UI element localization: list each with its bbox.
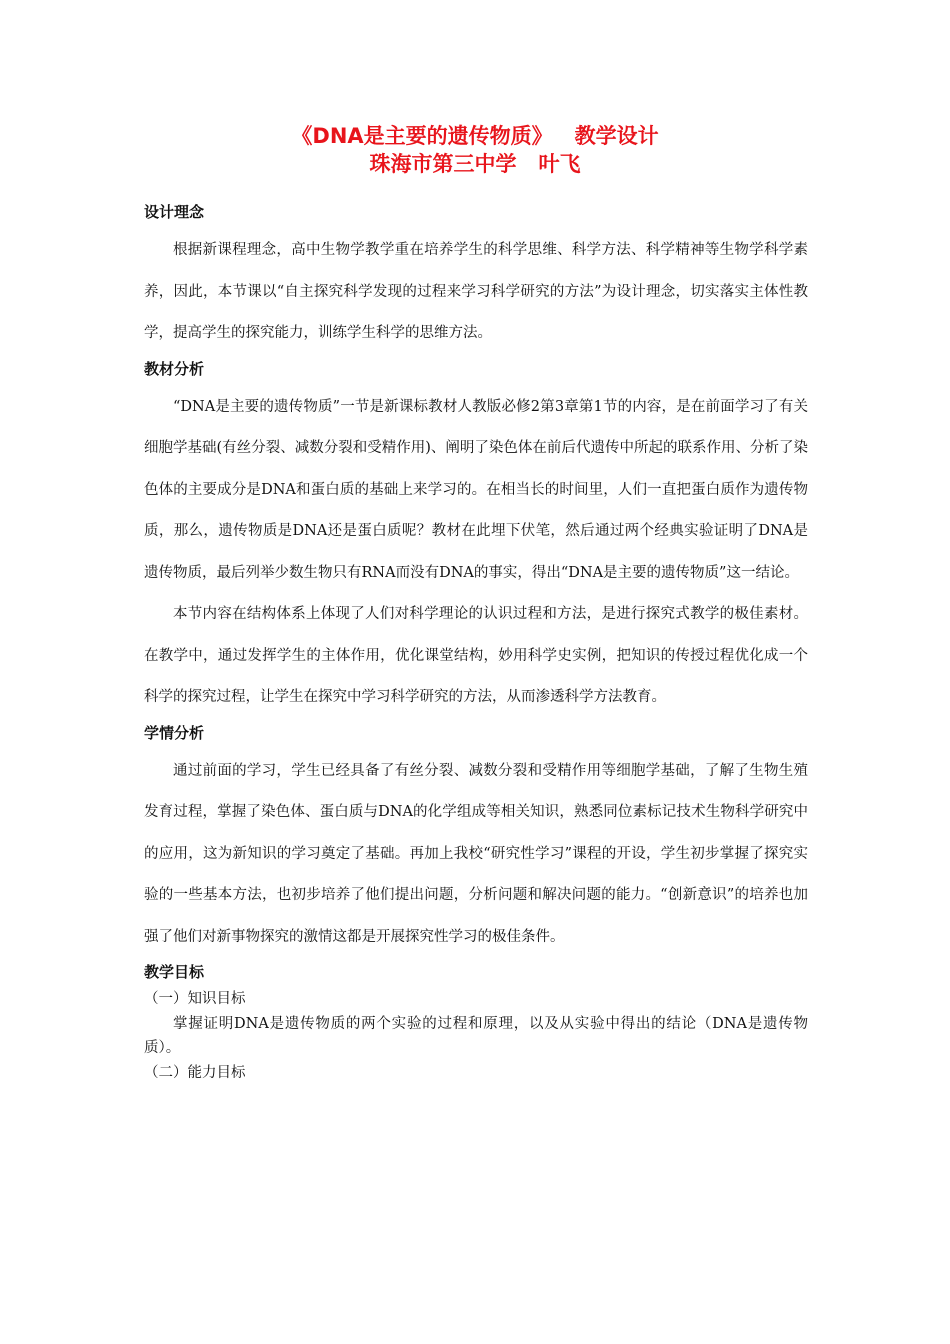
paragraph: “DNA是主要的遗传物质”一节是新课标教材人教版必修2第3章第1节的内容，是在前面学习了有关细胞学基础(有丝分裂、减数分裂和受精作用)、阐明了染色体在前后代遗传中所起的联系作用、分析了染色体的主要成分是DNA和蛋白质的基础上来学习的。在相当长的时间里，人们一直把蛋白质作为遗传物质，那么，遗传物质是DNA还是蛋白质呢？教材在此埋下伏笔，然后通过两个经典实验证明了DNA是遗传物质，最后列举少数生物只有RNA而没有DNA的事实，得出“DNA是主要的遗传物质”这一结论。 (144, 398, 808, 581)
section-heading: 教材分析 (144, 359, 205, 378)
section-material-analysis (144, 355, 808, 719)
paragraph: 通过前面的学习，学生已经具备了有丝分裂、减数分裂和受精作用等细胞学基础，了解了生物生殖发育过程，掌握了染色体、蛋白质与DNA的化学组成等相关知识，熟悉同位素标记技术生物科学研究中的应用，这为新知识的学习奠定了基础。再加上我校“研究性学习”课程的开设，学生初步掌握了探究实验的一些基本方法，也初步培养了他们提出问题，分析问题和解决问题的能力。“创新意识”的培养也加强了他们对新事物探究的激情这都是开展探究性学习的极佳条件。 (144, 762, 808, 945)
document-body (144, 198, 808, 1086)
title-line-2: 珠海市第三中学 叶飞 (369, 152, 581, 176)
section-design-concept (144, 198, 808, 355)
section-heading: 设计理念 (144, 203, 205, 221)
paragraph: 根据新课程理念，高中生物学教学重在培养学生的科学思维、科学方法、科学精神等生物学科学素养，因此，本节课以“自主探究科学发现的过程来学习科学研究的方法”为设计理念，切实落实主体性教学，提高学生的探究能力，训练学生科学的思维方法。 (144, 242, 808, 341)
subheading: （二）能力目标 (144, 1065, 246, 1081)
subheading: （一）知识目标 (144, 991, 246, 1007)
section-heading: 教学目标 (144, 963, 205, 981)
section-heading: 学情分析 (144, 723, 205, 742)
document-title (0, 122, 950, 178)
title-line-1: 《DNA是主要的遗传物质》 教学设计 (291, 124, 659, 148)
paragraph: 掌握证明DNA是遗传物质的两个实验的过程和原理，以及从实验中得出的结论（DNA是遗传物质）。 (144, 1016, 808, 1056)
paragraph: 本节内容在结构体系上体现了人们对科学理论的认识过程和方法，是进行探究式教学的极佳素材。在教学中，通过发挥学生的主体作用，优化课堂结构，妙用科学史实例，把知识的传授过程优化成一个科学的探究过程，让学生在探究中学习科学研究的方法，从而渗透科学方法教育。 (144, 606, 808, 705)
section-objectives (144, 958, 808, 1086)
section-student-analysis (144, 719, 808, 959)
